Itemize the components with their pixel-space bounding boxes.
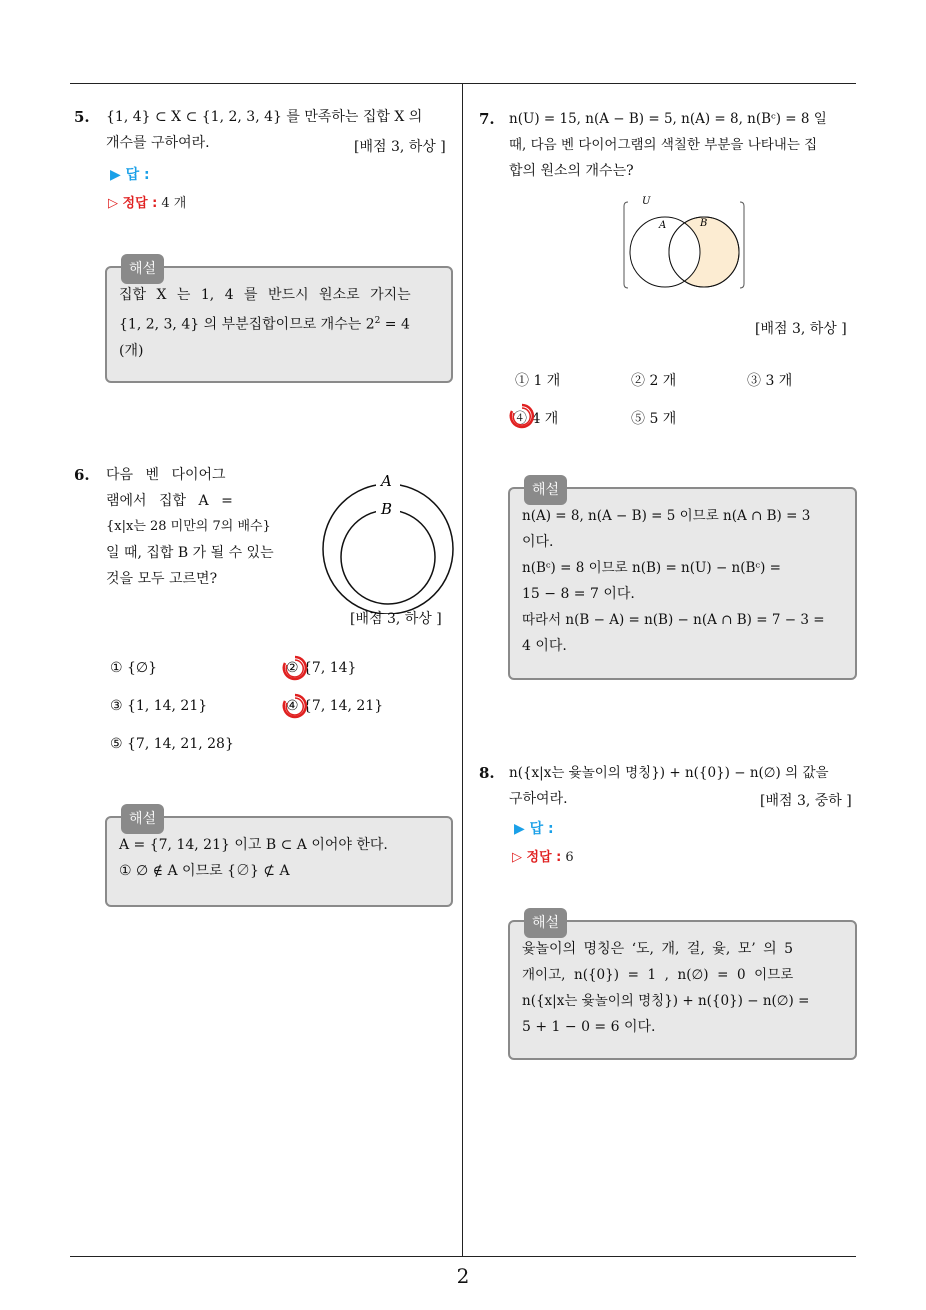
score-label: [배점 3, 중하 ] <box>760 793 852 809</box>
solution-tag: 해설 <box>524 475 567 505</box>
correct-label: ▷ 정답 : <box>512 850 562 865</box>
solution-box <box>508 915 857 1060</box>
solution-line: 집합 X 는 1, 4 를 반드시 원소로 가지는 <box>119 287 411 303</box>
solution-line: 15 − 8 = 7 이다. <box>522 586 635 602</box>
question-text-line: n(U) = 15, n(A − B) = 5, n(A) = 8, n(Bᶜ) = 8 일 <box>509 111 827 127</box>
choice-1[interactable]: ① 1 개 <box>515 373 561 389</box>
question-number: 5. <box>74 108 90 126</box>
solution-line <box>119 308 439 338</box>
question-text-line: 램에서 집합 A = <box>106 493 233 509</box>
question-number: 6. <box>74 466 90 484</box>
choice-label: ② {7, 14} <box>286 660 357 676</box>
question-text-line: 구하여라. <box>509 791 568 807</box>
solution-line: A = {7, 14, 21} 이고 B ⊂ A 이어야 한다. <box>119 837 388 853</box>
solution-line: ① ∅ ∉ A 이므로 {∅} ⊄ A <box>119 863 290 879</box>
solution-line: 윷놀이의 명칭은 ‘도, 개, 걸, 윷, 모’ 의 5 <box>522 941 794 957</box>
solution-tag: 해설 <box>121 254 164 284</box>
score-label: [배점 3, 하상 ] <box>354 139 446 155</box>
solution-line: n(Bᶜ) = 8 이므로 n(B) = n(U) − n(Bᶜ) = <box>522 560 781 576</box>
solution-line: 이다. <box>522 534 554 550</box>
universal-label: U <box>642 196 651 207</box>
solution-text: {1, 2, 3, 4} 의 부분집합이므로 개수는 2 <box>119 316 375 333</box>
solution-box <box>105 261 453 383</box>
correct-answer <box>512 846 574 865</box>
question-text-line: {1, 4} ⊂ X ⊂ {1, 2, 3, 4} 를 만족하는 집합 X 의 <box>106 109 423 125</box>
top-rule <box>70 83 856 84</box>
question-text-line: 때, 다음 벤 다이어그램의 색칠한 부분을 나타내는 집 <box>509 137 818 153</box>
choice-5[interactable]: ⑤ {7, 14, 21, 28} <box>110 736 234 752</box>
page-number: 2 <box>456 1264 470 1288</box>
set-a-label: A <box>659 220 667 231</box>
venn-diagram-nested <box>318 474 458 614</box>
correct-value: 6 <box>565 850 574 865</box>
solution-box <box>105 811 453 907</box>
set-b-circle <box>341 510 435 604</box>
choice-5[interactable]: ⑤ 5 개 <box>631 411 677 427</box>
question-text-line: 것을 모두 고르면? <box>106 571 218 587</box>
question-text-line: 합의 원소의 개수는? <box>509 163 634 179</box>
bottom-rule <box>70 1256 856 1257</box>
correct-value: 4 개 <box>161 196 187 211</box>
venn-diagram-universal <box>622 196 746 292</box>
choice-2[interactable]: ② 2 개 <box>631 373 677 389</box>
question-number: 7. <box>479 110 495 128</box>
choice-label: ④ 4 개 <box>513 411 559 427</box>
set-b-label: B <box>381 500 393 518</box>
choice-1[interactable]: ① {∅} <box>110 660 158 676</box>
set-b-label: B <box>700 218 708 229</box>
answer-label: ▶ 답 : <box>110 167 150 183</box>
column-divider <box>462 84 463 1256</box>
answer-mark <box>286 698 383 714</box>
exponent: 2 <box>374 316 381 326</box>
solution-line: n({x|x는 윷놀이의 명칭}) + n({0}) − n(∅) = <box>522 993 810 1009</box>
solution-line: (개) <box>119 342 144 359</box>
choice-label: ④ {7, 14, 21} <box>286 698 384 714</box>
solution-line: 5 + 1 − 0 = 6 이다. <box>522 1019 656 1035</box>
solution-line: 4 이다. <box>522 638 567 654</box>
correct-answer <box>108 192 186 211</box>
solution-text: = 4 <box>380 316 410 333</box>
choice-3[interactable]: ③ {1, 14, 21} <box>110 698 208 714</box>
choice-3[interactable]: ③ 3 개 <box>747 373 793 389</box>
answer-mark <box>513 408 558 428</box>
selected-circle-icon <box>280 692 310 722</box>
solution-tag: 해설 <box>121 804 164 834</box>
question-text-line: 일 때, 집합 B 가 될 수 있는 <box>106 545 274 561</box>
answer-label: ▶ 답 : <box>514 821 554 837</box>
score-label: [배점 3, 하상 ] <box>755 321 847 337</box>
question-text-line: n({x|x는 윷놀이의 명칭}) + n({0}) − n(∅) 의 값을 <box>509 765 829 781</box>
choice-4[interactable] <box>286 698 383 714</box>
choice-4[interactable] <box>513 408 558 428</box>
solution-line: n(A) = 8, n(A − B) = 5 이므로 n(A ∩ B) = 3 <box>522 508 811 524</box>
set-a-label: A <box>381 474 392 490</box>
solution-line: 따라서 n(B − A) = n(B) − n(A ∩ B) = 7 − 3 = <box>522 612 825 628</box>
solution-tag: 해설 <box>524 908 567 938</box>
question-number: 8. <box>479 764 495 782</box>
question-text-line: 개수를 구하여라. <box>106 135 210 151</box>
correct-label: ▷ 정답 : <box>108 196 158 211</box>
solution-line: 개이고, n({0}) = 1 , n(∅) = 0 이므로 <box>522 967 794 983</box>
selected-circle-icon <box>280 654 310 684</box>
selected-circle-icon <box>507 402 537 432</box>
question-text-line: 다음 벤 다이어그 <box>106 467 226 483</box>
question-text-line: {x|x는 28 미만의 7의 배수} <box>106 519 271 534</box>
answer-mark <box>286 660 356 676</box>
solution-box <box>508 482 857 680</box>
score-label: [배점 3, 하상 ] <box>350 611 442 627</box>
choice-2[interactable] <box>286 660 356 676</box>
